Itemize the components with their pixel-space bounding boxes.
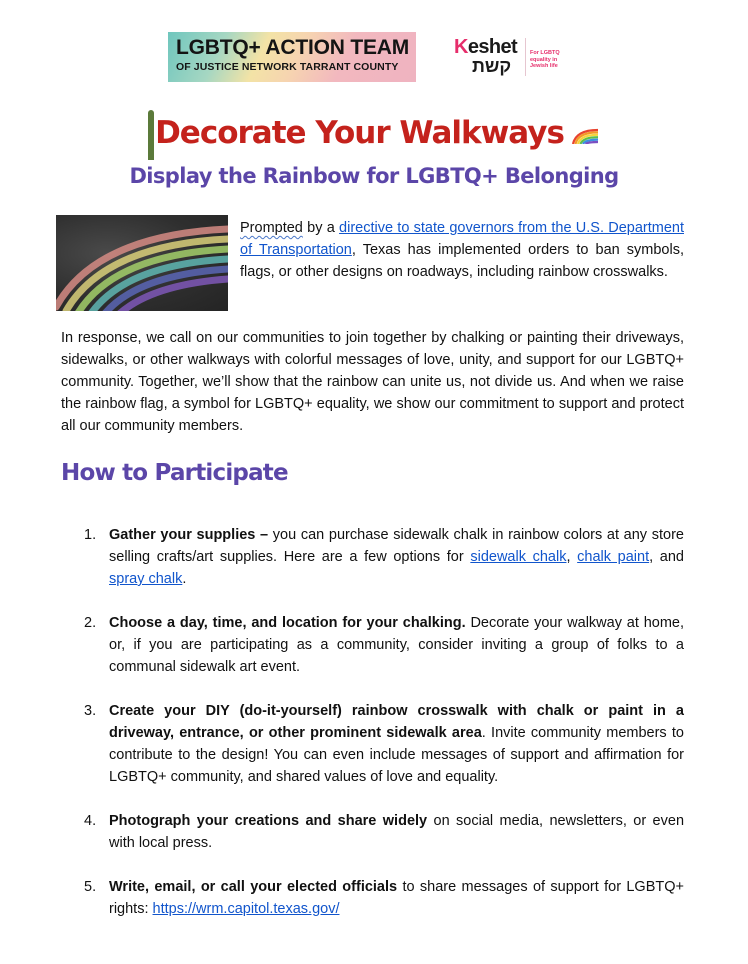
page-subtitle: Display the Rainbow for LGBTQ+ Belonging [129, 164, 619, 188]
keshet-logo [452, 36, 572, 80]
chalk-rainbow-image [56, 215, 228, 311]
list-item: 4. Photograph your creations and share widely on social media, newsletters, or even with local press. [84, 813, 685, 851]
chalk-paint-link[interactable]: chalk paint [577, 549, 650, 565]
keshet-divider [525, 38, 526, 76]
page-title: Decorate Your Walkways [0, 110, 748, 160]
header-logos [168, 32, 588, 82]
rainbow-icon [570, 128, 600, 144]
spellcheck-word: Prompted [240, 220, 303, 236]
capitol-link[interactable]: https://wrm.capitol.texas.gov/ [152, 901, 340, 917]
list-item: 1. Gather your supplies – you can purchase sidewalk chalk in rainbow colors at any store selling crafts/art supplies. Here are a few options for sidewalk chalk, chalk paint, and spray chalk. [84, 527, 684, 587]
list-item: 3. Create your DIY (do-it-yourself) rainbow crosswalk with chalk or paint in a driveway, entrance, or other prominent sidewalk area. Invite community members to contribute to the design! You can even include messages of support and affirmation for LGBTQ+ community, and shared values of love and equality. [84, 703, 684, 785]
intro-paragraph: Prompted by a directive to state governors from the U.S. Department of Transportation, Texas has implemented orders to ban symbols, flags, or other designs on roadways, including rainbow crosswalks. [240, 220, 684, 280]
sidewalk-chalk-link[interactable]: sidewalk chalk [470, 549, 567, 565]
list-item: 2. Choose a day, time, and location for your chalking. Decorate your walkway at home, or, if you are participating as a community, consider inviting a group of folks to a communal sidewalk art event. [84, 615, 684, 675]
section-heading: How to Participate [61, 460, 288, 486]
keshet-tagline: For LGBTQ equality in Jewish life [530, 50, 560, 69]
body-paragraph: In response, we call on our communities to join together by chalking or painting their driveways, sidewalks, or other walkways with colorful messages of love, unity, and support for our LGBTQ+ community. Together, we’ll show that the rainbow can unite us, not divide us. And when we raise the rainbow flag, a symbol for LGBTQ+ equality, we show our commitment to support and protect all our community members. [61, 330, 684, 434]
keshet-wordmark: Keshet [454, 36, 518, 58]
keshet-hebrew: קשת [472, 56, 512, 76]
list-item: 5. Write, email, or call your elected officials to share messages of support for LGBTQ+ rights: https://wrm.capitol.texas.gov/ [84, 879, 684, 917]
dot-directive-link[interactable]: directive to state governors from the U.S. Department of Transportation [240, 220, 684, 258]
banner-title: LGBTQ+ ACTION TEAM [176, 36, 410, 59]
spray-chalk-link[interactable]: spray chalk [109, 571, 183, 587]
lgbtq-action-team-logo [168, 32, 416, 82]
flagpole-icon [148, 110, 154, 160]
banner-subtitle: OF JUSTICE NETWORK TARRANT COUNTY [176, 61, 399, 73]
